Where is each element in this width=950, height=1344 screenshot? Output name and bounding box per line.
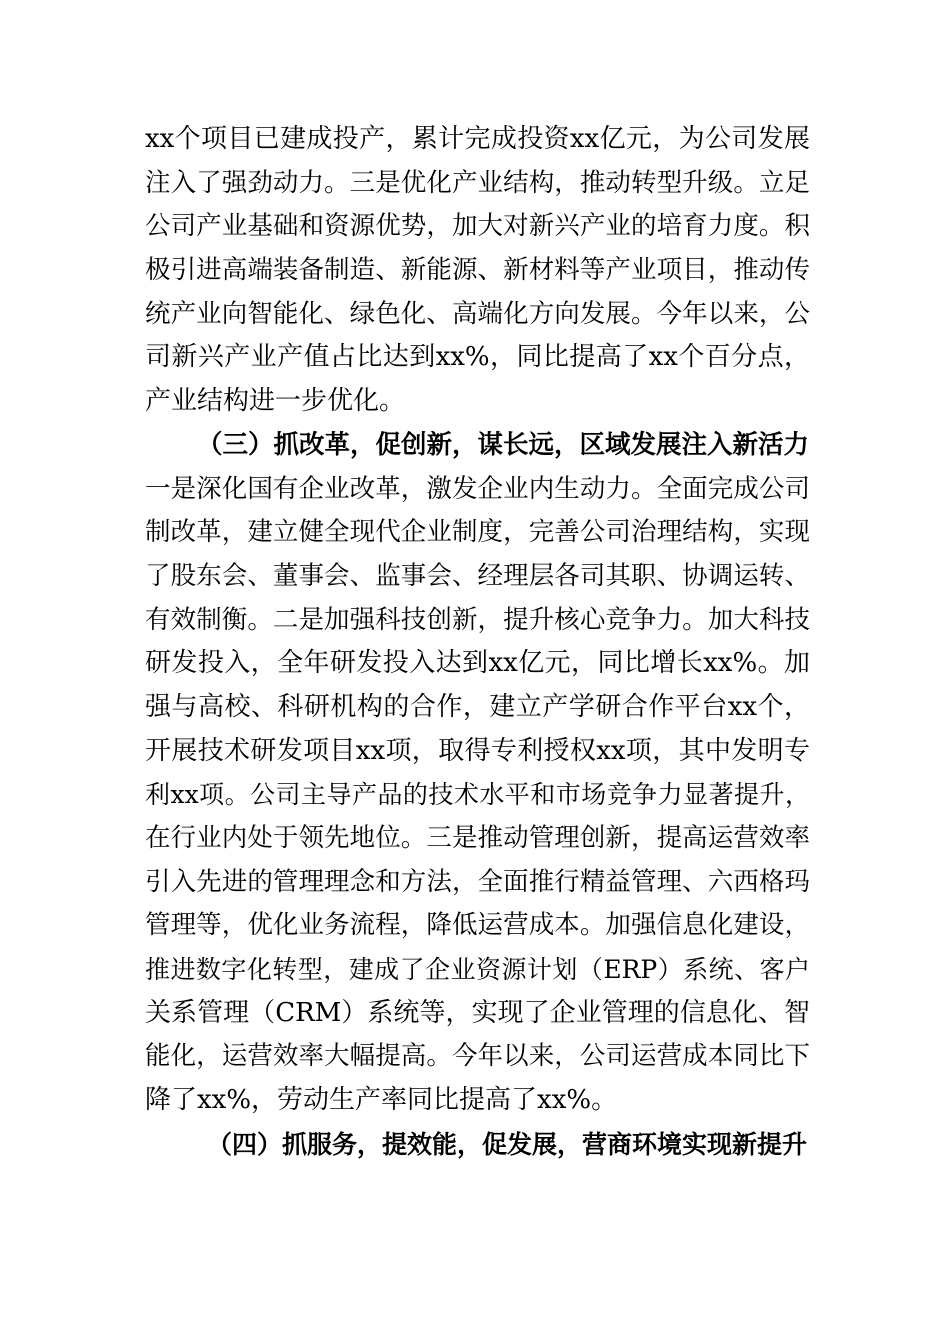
body-line: 一是深化国有企业改革，激发企业内生动力。全面完成公司: [145, 473, 810, 504]
body-line: 产业结构进一步优化。: [145, 386, 406, 417]
body-line: 利xx项。公司主导产品的技术水平和市场竞争力显著提升，: [145, 780, 810, 810]
body-line: 引入先进的管理理念和方法，全面推行精益管理、六西格玛: [145, 866, 810, 897]
body-line: 推进数字化转型，建成了企业资源计划（ERP）系统、客户: [145, 955, 810, 985]
body-line: 制改革，建立健全现代企业制度，完善公司治理结构，实现: [145, 517, 810, 548]
body-line: 注入了强劲动力。三是优化产业结构，推动转型升级。立足: [145, 167, 810, 198]
body-line: 开展技术研发项目xx项，取得专利授权xx项，其中发明专: [145, 735, 810, 766]
body-line: 能化，运营效率大幅提高。今年以来，公司运营成本同比下: [145, 1041, 810, 1072]
body-line: 公司产业基础和资源优势，加大对新兴产业的培育力度。积: [145, 211, 810, 242]
body-line: 强与高校、科研机构的合作，建立产学研合作平台xx个，: [145, 691, 810, 722]
section-heading-4: （四）抓服务，提效能，促发展，营商环境实现新提升: [207, 1129, 808, 1159]
body-line: 降了xx%，劳动生产率同比提高了xx%。: [145, 1085, 618, 1116]
body-line: 统产业向智能化、绿色化、高端化方向发展。今年以来，公: [145, 298, 810, 329]
body-line: 司新兴产业产值占比达到xx%，同比提高了xx个百分点，: [145, 342, 810, 373]
body-line: 在行业内处于领先地位。三是推动管理创新，提高运营效率: [145, 823, 810, 853]
body-line: 了股东会、董事会、监事会、经理层各司其职、协调运转、: [145, 560, 810, 591]
body-line: 极引进高端装备制造、新能源、新材料等产业项目，推动传: [145, 255, 810, 286]
body-line: 有效制衡。二是加强科技创新，提升核心竞争力。加大科技: [145, 604, 810, 635]
body-line: xx个项目已建成投产，累计完成投资xx亿元，为公司发展: [145, 124, 810, 154]
document-body: [145, 118, 810, 1167]
body-line: 关系管理（CRM）系统等，实现了企业管理的信息化、智: [145, 997, 810, 1028]
body-line: 研发投入，全年研发投入达到xx亿元，同比增长xx%。加: [145, 648, 810, 679]
section-heading-3: （三）抓改革，促创新，谋长远，区域发展注入新活力: [197, 429, 810, 460]
body-line: 管理等，优化业务流程，降低运营成本。加强信息化建设，: [145, 910, 810, 941]
